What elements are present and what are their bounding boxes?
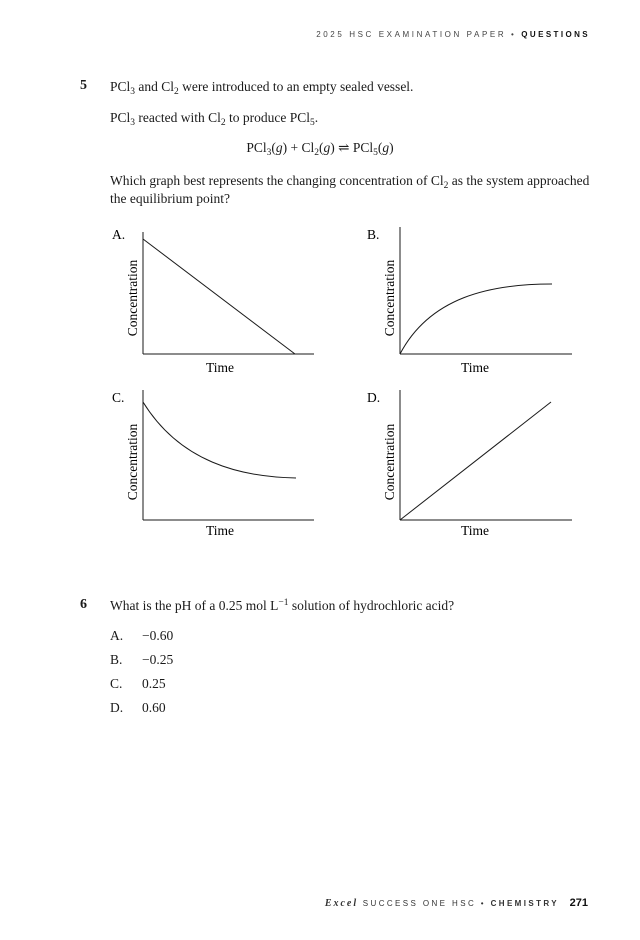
footer-subject: CHEMISTRY [490, 899, 560, 908]
option-a-letter: A. [110, 628, 124, 643]
option-d-value: 0.60 [142, 700, 166, 715]
question-6-prompt: What is the pH of a 0.25 mol $L^{-1}$ solution of hydrochloric acid? [110, 598, 455, 613]
header-section: QUESTIONS [521, 30, 590, 39]
footer-series: SUCCESS ONE HSC [362, 899, 477, 908]
equilibrium-arrow-icon: ⇌ [338, 140, 350, 155]
graph-a [112, 227, 314, 375]
graph-d-label: D. [367, 390, 381, 405]
graph-d-ylabel: Concentration [382, 423, 397, 501]
graph-d-xlabel: Time [460, 523, 490, 538]
graph-b-label: B. [367, 227, 380, 242]
graph-c [112, 390, 314, 538]
question-5-line-1: PCl$_3$ and $Cl_2$ were introduced to an empty sealed vessel. [110, 79, 414, 97]
graph-b-curve [400, 284, 552, 354]
option-a-value: −0.60 [142, 628, 174, 643]
header-separator: • [511, 30, 517, 39]
page-header [316, 30, 590, 39]
question-5-number: 5 [80, 78, 87, 93]
graph-a-ylabel: Concentration [125, 259, 140, 337]
graph-a-label: A. [112, 227, 126, 242]
graph-b [367, 227, 572, 375]
graph-b-ylabel: Concentration [382, 259, 397, 337]
header-exam-title: 2025 HSC EXAMINATION PAPER [316, 30, 507, 39]
graph-c-curve [143, 402, 296, 478]
option-c-value: 0.25 [142, 676, 166, 691]
graph-c-ylabel: Concentration [125, 423, 140, 501]
option-d-letter: D. [110, 700, 124, 715]
question-5-line-2: PCl$_3$ reacted with $Cl_2$ to produce PCl$_5$. [110, 110, 319, 128]
option-b-value: −0.25 [142, 652, 174, 667]
graph-d [367, 390, 572, 538]
page-footer [325, 897, 588, 909]
graph-c-xlabel: Time [205, 523, 235, 538]
footer-separator: • [480, 899, 486, 908]
graph-d-curve [400, 402, 551, 520]
question-5-prompt: Which graph best represents the changing concentration of $Cl_2$ as the system approached the equilibrium point? [110, 173, 590, 206]
graph-a-curve [143, 239, 295, 354]
reaction-equation: $PCl_3(g) + Cl_2(g)$ ⇌ PCl$_5$(g) [246, 140, 394, 158]
option-b-letter: B. [110, 652, 123, 667]
footer-brand: Excel [324, 898, 359, 909]
answer-graphs [100, 222, 600, 552]
question-6-number: 6 [80, 597, 87, 612]
graph-b-xlabel: Time [460, 360, 490, 375]
graph-a-xlabel: Time [205, 360, 235, 375]
graph-c-label: C. [112, 390, 125, 405]
option-c-letter: C. [110, 676, 123, 691]
page-number: 271 [569, 897, 588, 909]
